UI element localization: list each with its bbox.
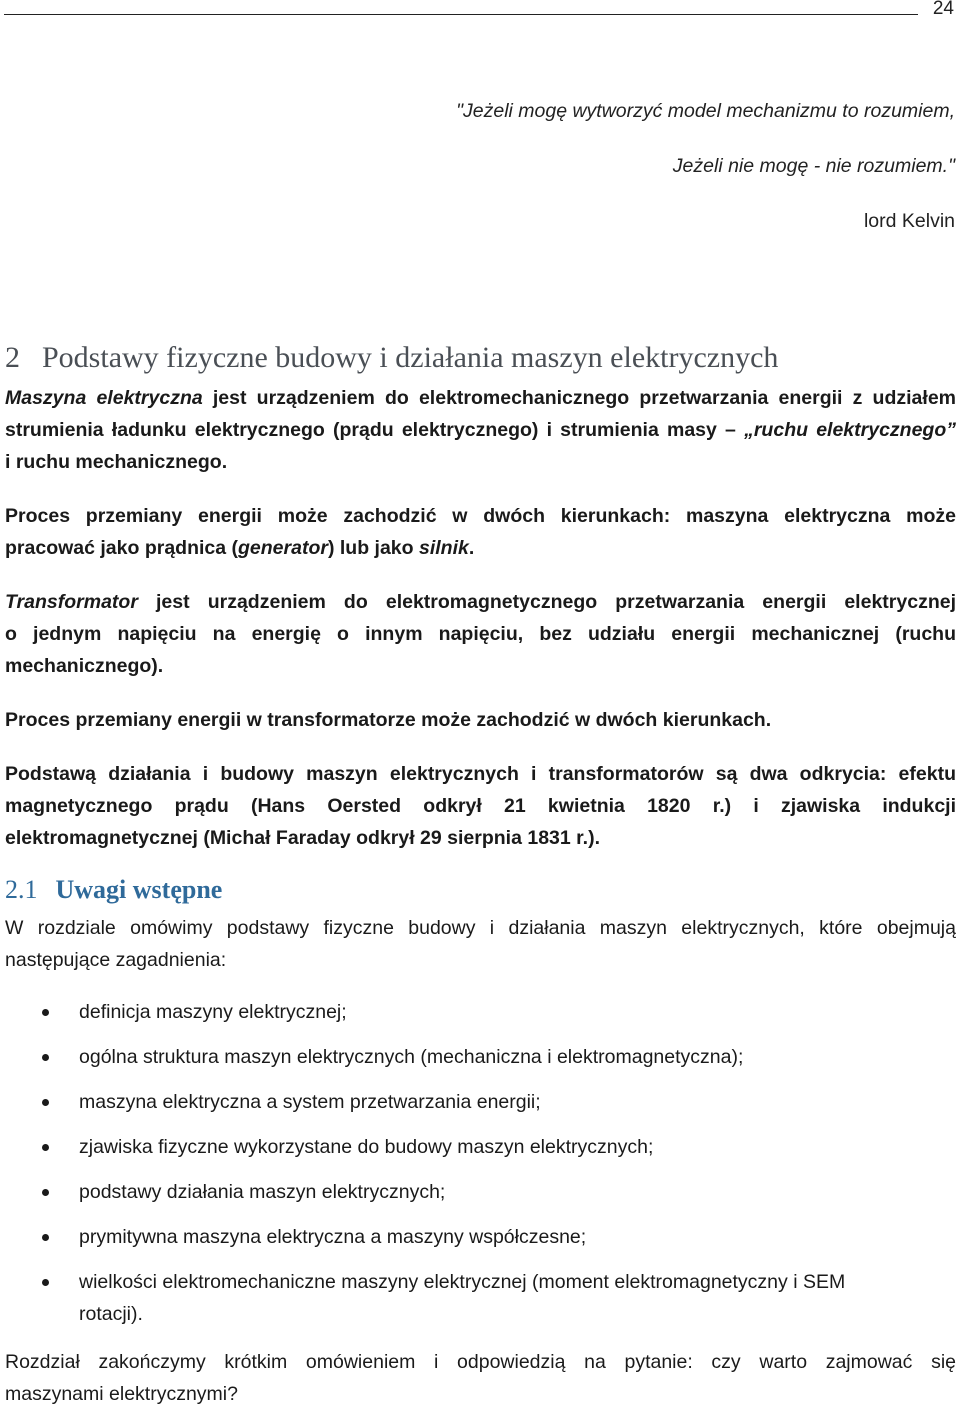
epigraph-line-2: Jeżeli nie mogę - nie rozumiem." bbox=[672, 155, 955, 177]
paragraph-discoveries: Podstawą działania i budowy maszyn elektrycznych i transformatorów są dwa odkrycia: efektu magnetycznego prądu (Hans Oersted odkrył 21 kwietnia 1820 r.) i zjawiska indukcji elektromagnetycznej (Michał Faraday odkrył 29 sierpnia 1831 r.). bbox=[5, 763, 956, 849]
list-item: ogólna struktura maszyn elektrycznych (mechaniczna i elektromagnetyczna); bbox=[0, 1041, 960, 1073]
bullet-icon bbox=[42, 1234, 49, 1241]
bullet-icon bbox=[42, 1099, 49, 1106]
list-item: wielkości elektromechaniczne maszyny elektrycznej (moment elektromagnetyczny i SEM rotacji). bbox=[0, 1266, 960, 1330]
paragraph-transformer-definition: Transformator jest urządzeniem do elektromagnetycznego przetwarzania energii elektrycznej o jednym napięciu na energię o innym napięciu, bez udziału energii mechanicznej (ruchu mechanicznego). bbox=[5, 591, 956, 677]
bullet-icon bbox=[42, 1279, 49, 1286]
list-item: prymitywna maszyna elektryczna a maszyny współczesne; bbox=[0, 1221, 960, 1253]
paragraph-transformer-directions: Proces przemiany energii w transformatorze może zachodzić w dwóch kierunkach. bbox=[5, 709, 772, 731]
list-item: maszyna elektryczna a system przetwarzania energii; bbox=[0, 1086, 960, 1118]
topics-list bbox=[0, 996, 960, 1330]
page-number: 24 bbox=[932, 0, 954, 19]
term-transformer: Transformator bbox=[5, 591, 138, 613]
subsection-title: Uwagi wstępne bbox=[55, 875, 223, 904]
list-item: podstawy działania maszyn elektrycznych; bbox=[0, 1176, 960, 1208]
header-rule bbox=[4, 14, 918, 15]
bullet-icon bbox=[42, 1054, 49, 1061]
term-electric-machine: Maszyna elektryczna bbox=[5, 387, 203, 409]
list-item: zjawiska fizyczne wykorzystane do budowy maszyn elektrycznych; bbox=[0, 1131, 960, 1163]
paragraph-machine-definition: Maszyna elektryczna jest urządzeniem do elektromechanicznego przetwarzania energii z udziałem strumienia ładunku elektrycznego (prądu elektrycznego) i strumienia masy – „ruchu elektrycznego” i ruchu mechanicznego. bbox=[5, 387, 957, 473]
section-title: Podstawy fizyczne budowy i działania maszyn elektrycznych bbox=[42, 341, 779, 374]
paragraph-energy-conversion: Proces przemiany energii może zachodzić w dwóch kierunkach: maszyna elektryczna może pracować jako prądnica (generator) lub jako silnik. bbox=[5, 505, 956, 559]
epigraph-line-1: "Jeżeli mogę wytworzyć model mechanizmu to rozumiem, bbox=[456, 100, 955, 122]
subsection-number: 2.1 bbox=[5, 875, 38, 904]
subsection-heading bbox=[5, 875, 222, 905]
paragraph-chapter-conclusion: Rozdział zakończymy krótkim omówieniem i odpowiedzią na pytanie: czy warto zajmować się maszynami elektrycznymi? bbox=[5, 1351, 956, 1405]
list-item: definicja maszyny elektrycznej; bbox=[0, 996, 960, 1028]
bullet-icon bbox=[42, 1189, 49, 1196]
section-heading bbox=[5, 341, 778, 375]
bullet-icon bbox=[42, 1144, 49, 1151]
paragraph-chapter-intro: W rozdziale omówimy podstawy fizyczne budowy i działania maszyn elektrycznych, które obejmują następujące zagadnienia: bbox=[5, 917, 956, 971]
section-number: 2 bbox=[5, 341, 20, 374]
epigraph-author: lord Kelvin bbox=[863, 210, 955, 232]
bullet-icon bbox=[42, 1009, 49, 1016]
